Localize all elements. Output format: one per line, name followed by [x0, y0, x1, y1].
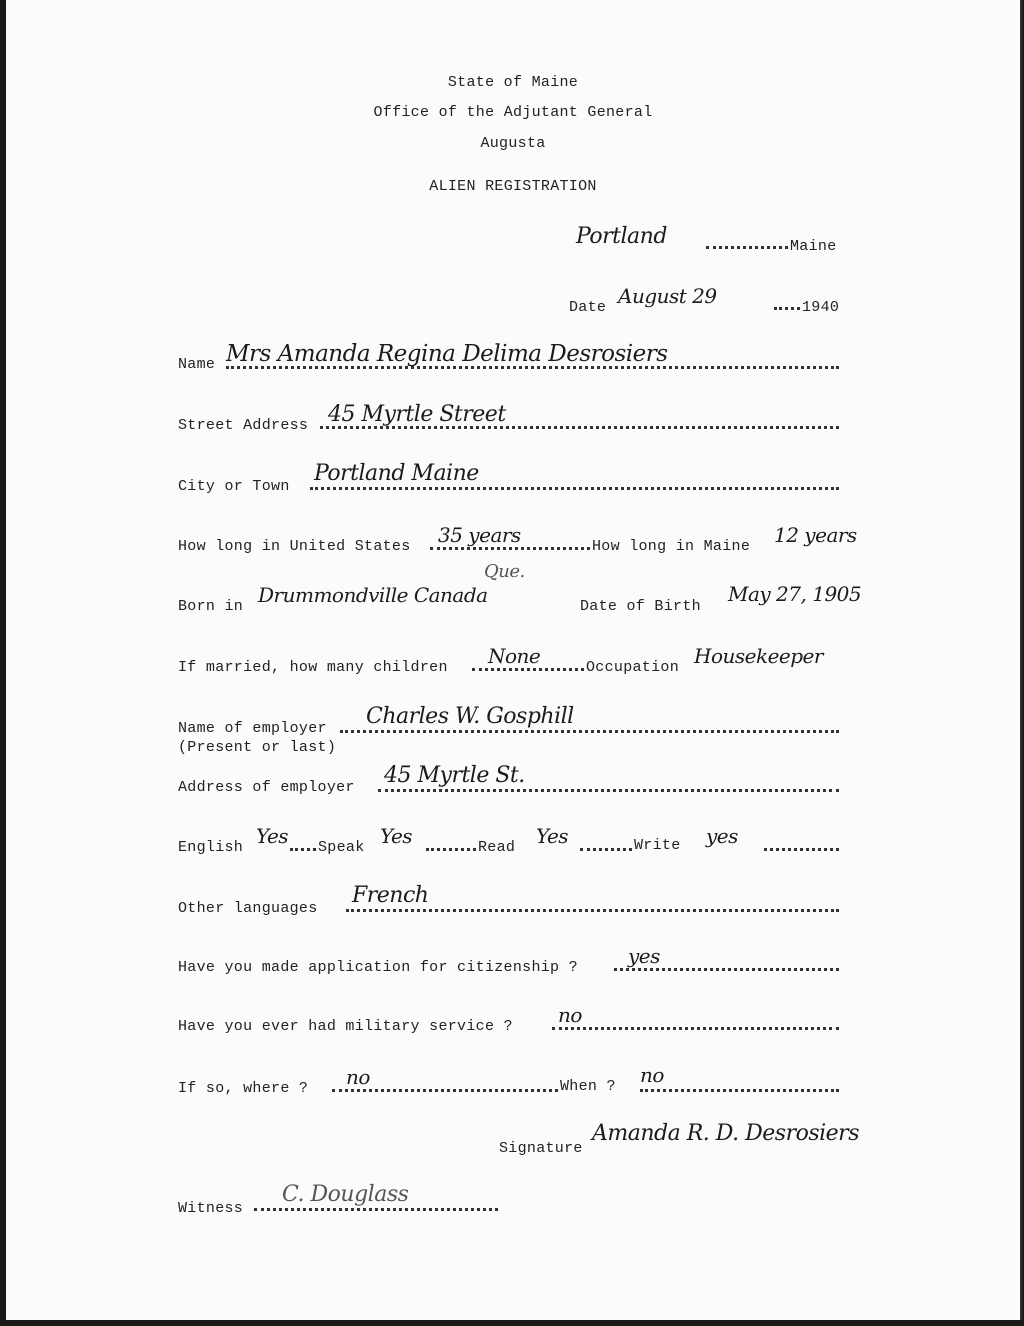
employer-value: Charles W. Gosphill [366, 704, 574, 729]
employer-dots [340, 730, 839, 733]
citizenship-value: yes [628, 944, 660, 968]
how-long-us-value: 35 years [438, 523, 521, 547]
header-city: Augusta [480, 135, 546, 152]
military-dots [552, 1027, 839, 1030]
how-long-us-label: How long in United States [178, 538, 411, 555]
military-label: Have you ever had military service ? [178, 1018, 513, 1035]
english-dots [290, 848, 316, 851]
where-label: If so, where ? [178, 1080, 309, 1097]
name-dots [226, 366, 839, 369]
employer-label: Name of employer [178, 720, 327, 737]
citizenship-label: Have you made application for citizenship ? [178, 959, 578, 976]
city-value: Portland Maine [314, 461, 479, 486]
speak-label: Speak [318, 839, 365, 856]
date-dots [774, 307, 800, 310]
how-long-us-dots [430, 547, 590, 550]
where-dots [332, 1089, 558, 1092]
witness-value: C. Douglass [282, 1182, 409, 1207]
military-value: no [558, 1003, 582, 1027]
where-value: no [346, 1065, 370, 1089]
born-value: Drummondville Canada [258, 583, 488, 607]
place-value: Portland [576, 224, 667, 249]
name-label: Name [178, 356, 216, 373]
employer-address-label: Address of employer [178, 779, 355, 796]
name-value: Mrs Amanda Regina Delima Desrosiers [226, 341, 668, 367]
other-languages-dots [346, 909, 839, 912]
street-dots [320, 426, 839, 429]
born-annotation: Que. [484, 561, 525, 582]
other-languages-value: French [352, 883, 429, 908]
citizenship-dots [614, 968, 839, 971]
children-label: If married, how many children [178, 659, 448, 676]
read-value: Yes [536, 824, 569, 848]
speak-dots [426, 848, 476, 851]
employer-sublabel: (Present or last) [178, 739, 337, 756]
registration-form-page [6, 0, 1022, 1320]
employer-address-dots [378, 789, 839, 792]
speak-value: Yes [380, 824, 413, 848]
header-office: Office of the Adjutant General [373, 104, 653, 121]
when-value: no [640, 1063, 664, 1087]
english-value: Yes [256, 824, 289, 848]
date-year: 1940 [802, 299, 840, 316]
other-languages-label: Other languages [178, 900, 318, 917]
how-long-maine-value: 12 years [774, 523, 857, 547]
date-value: August 29 [618, 284, 717, 308]
witness-dots [254, 1208, 498, 1211]
children-value: None [488, 644, 541, 668]
write-value: yes [706, 824, 738, 848]
header-state: State of Maine [447, 74, 579, 91]
witness-label: Witness [178, 1200, 244, 1217]
dob-value: May 27, 1905 [728, 582, 862, 606]
employer-address-value: 45 Myrtle St. [384, 763, 525, 788]
born-label: Born in [178, 598, 244, 615]
city-label: City or Town [178, 478, 290, 495]
place-dots [706, 246, 788, 249]
signature-value: Amanda R. D. Desrosiers [592, 1121, 859, 1146]
write-label: Write [634, 837, 681, 854]
signature-label: Signature [499, 1140, 583, 1157]
street-value: 45 Myrtle Street [328, 402, 506, 427]
english-label: English [178, 839, 244, 856]
read-dots [580, 848, 632, 851]
form-title: ALIEN REGISTRATION [429, 178, 597, 195]
read-label: Read [478, 839, 516, 856]
city-dots [310, 487, 839, 490]
when-label: When ? [560, 1078, 616, 1095]
children-dots [472, 668, 584, 671]
date-label: Date [569, 299, 607, 316]
occupation-value: Housekeeper [694, 644, 823, 668]
place-suffix: Maine [790, 238, 837, 255]
street-label: Street Address [178, 417, 309, 434]
dob-label: Date of Birth [580, 598, 701, 615]
occupation-label: Occupation [586, 659, 680, 676]
how-long-maine-label: How long in Maine [592, 538, 751, 555]
write-dots [764, 848, 839, 851]
when-dots [640, 1089, 839, 1092]
